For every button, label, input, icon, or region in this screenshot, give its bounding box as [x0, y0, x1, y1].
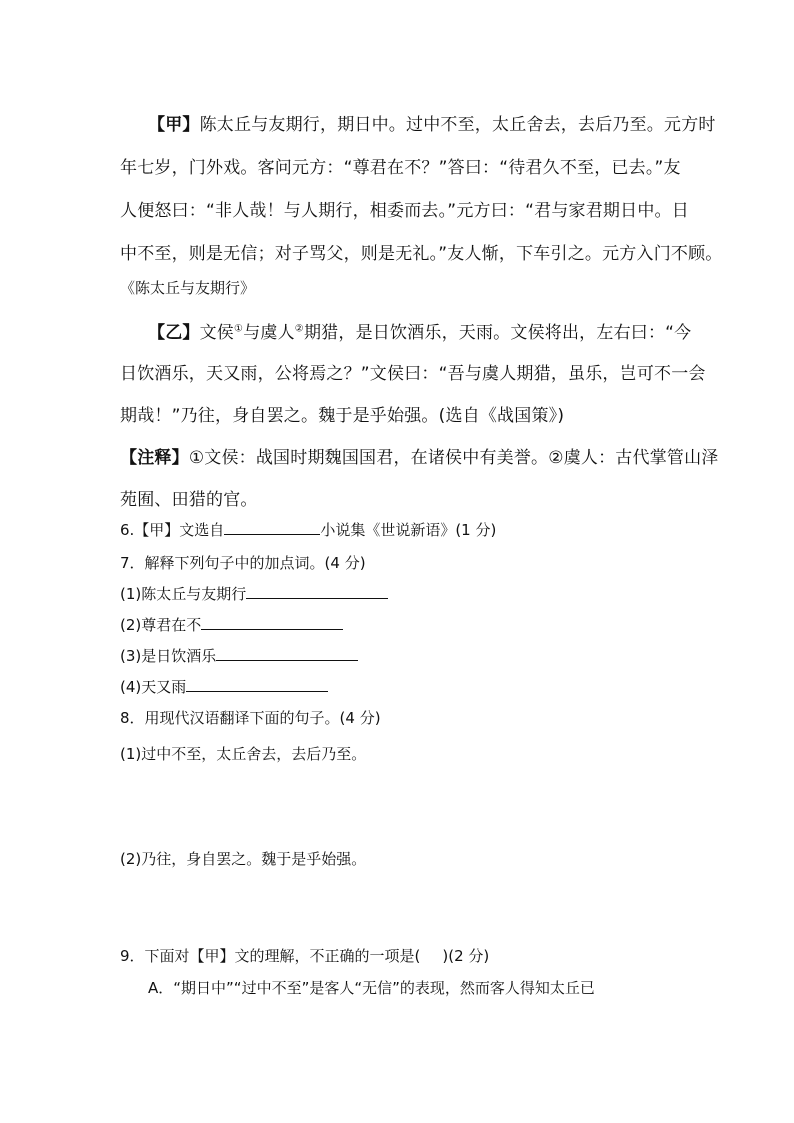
question-6: 6.【甲】文选自 小说集《世说新语》(1 分) — [120, 521, 497, 539]
yi-line-3: 期哉！”乃往，身自罢之。魏于是乎始强。(选自《战国策》) — [120, 406, 565, 426]
question-7-title: 7．解释下列句子中的加点词。(4 分) — [120, 554, 366, 572]
answer-blank[interactable] — [201, 615, 343, 630]
answer-blank[interactable] — [186, 677, 328, 692]
jia-line-4: 中不至，则是无信；对子骂父，则是无礼。”友人惭，下车引之。元方入门不顾。 — [120, 244, 723, 264]
jia-line-2: 年七岁，门外戏。客问元方：“尊君在不？”答曰：“待君久不至，已去。”友 — [120, 158, 681, 178]
answer-blank[interactable] — [216, 646, 358, 661]
question-8-title: 8．用现代汉语翻译下面的句子。(4 分) — [120, 709, 381, 727]
question-9-title: 9．下面对【甲】文的理解，不正确的一项是( )(2 分) — [120, 947, 490, 965]
yi-line-1: 【乙】文侯①与虞人②期猎，是日饮酒乐，天雨。文侯将出，左右曰：“今 — [148, 323, 692, 343]
jia-line-1: 【甲】陈太丘与友期行，期日中。过中不至，太丘舍去，去后乃至。元方时 — [148, 115, 716, 135]
yi-tag: 【乙】 — [148, 323, 200, 343]
footnote-marker-1: ① — [234, 323, 244, 335]
notes-tag: 【注释】 — [120, 448, 189, 468]
jia-tag: 【甲】 — [148, 115, 200, 135]
question-7-item: (1)陈太丘与友期行 — [120, 583, 388, 604]
answer-blank[interactable] — [224, 520, 320, 535]
question-7-item: (2)尊君在不 — [120, 614, 343, 635]
yi-line-2: 日饮酒乐，天又雨，公将焉之？”文侯曰：“吾与虞人期猎，虽乐，岂可不一会 — [120, 364, 706, 384]
question-7-item: (3)是日饮酒乐 — [120, 645, 358, 666]
question-9-option-a: A．“期日中”“过中不至”是客人“无信”的表现，然而客人得知太丘已 — [148, 979, 595, 997]
question-8-item: (2)乃往，身自罢之。魏于是乎始强。 — [120, 850, 367, 868]
notes-line-2: 苑囿、田猎的官。 — [120, 490, 258, 510]
answer-blank[interactable] — [246, 584, 388, 599]
question-8-item: (1)过中不至，太丘舍去，去后乃至。 — [120, 745, 367, 763]
jia-line-3: 人便怒曰：“非人哉！与人期行，相委而去。”元方曰：“君与家君期日中。日 — [120, 201, 689, 221]
jia-source: 《陈太丘与友期行》 — [120, 279, 256, 297]
notes-line-1: 【注释】①文侯：战国时期魏国国君，在诸侯中有美誉。②虞人：古代掌管山泽 — [120, 448, 719, 468]
question-7-item: (4)天又雨 — [120, 676, 328, 697]
footnote-marker-2: ② — [294, 323, 304, 335]
